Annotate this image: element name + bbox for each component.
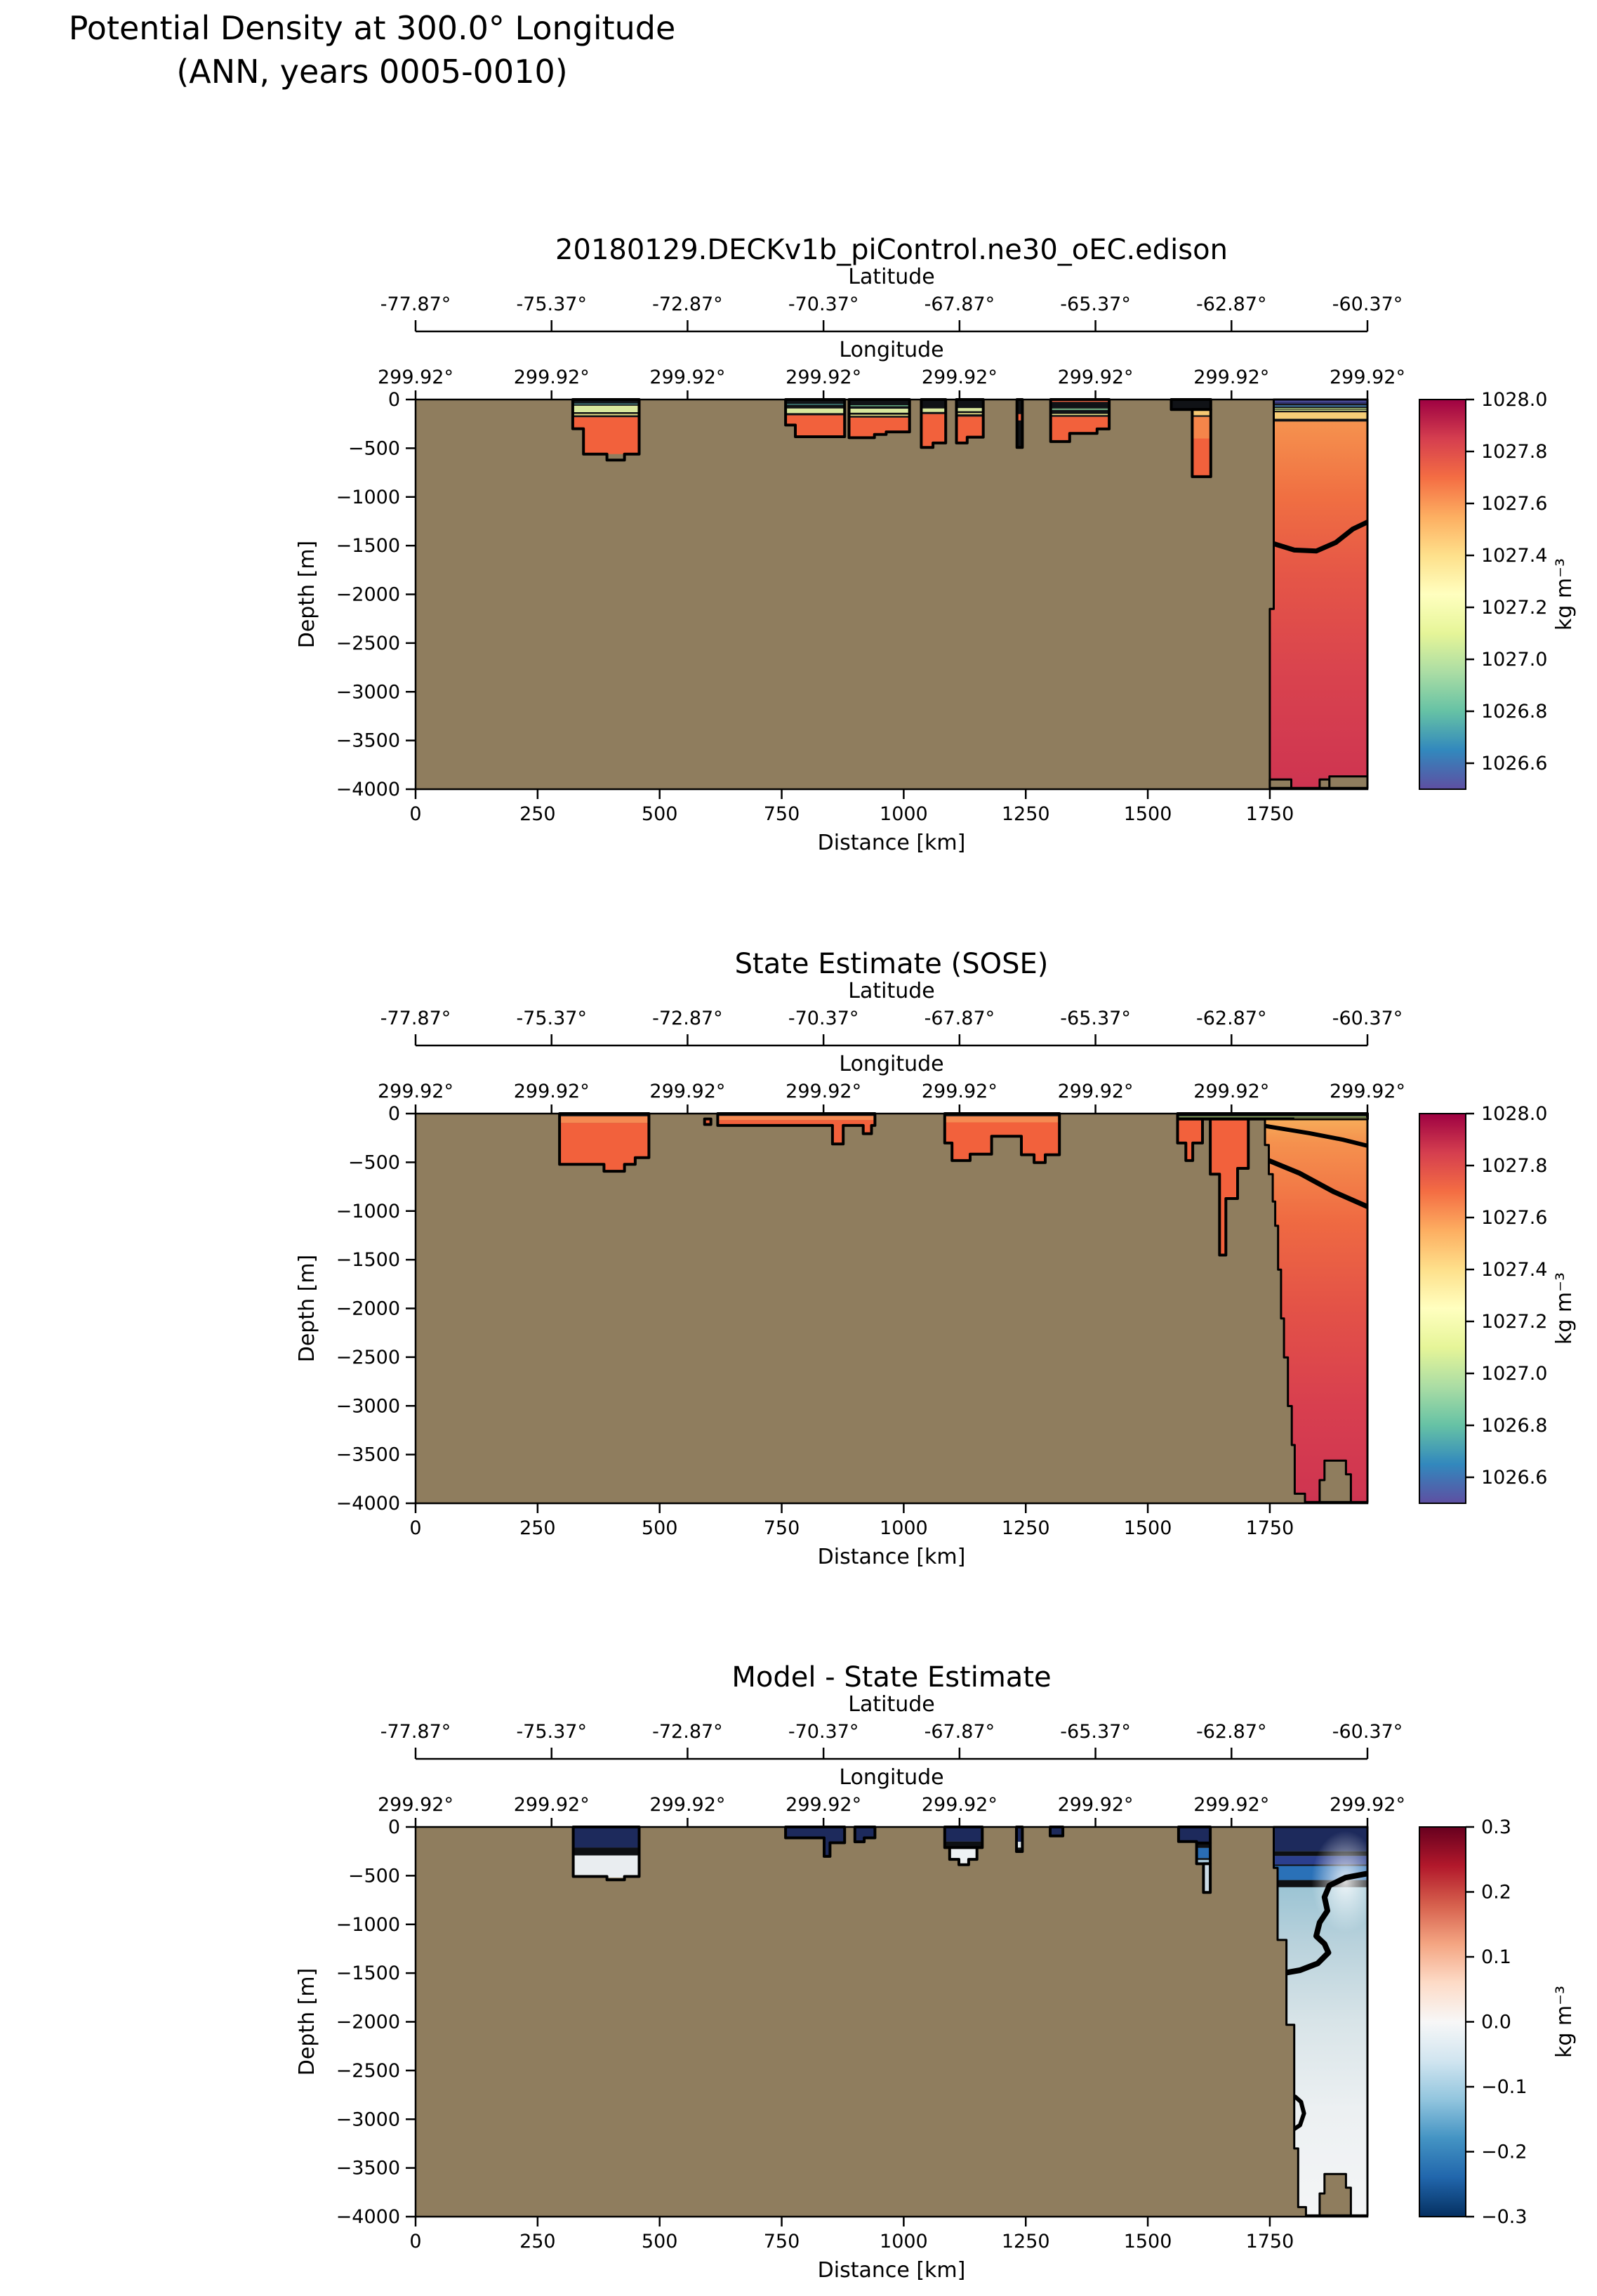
distance-axis-label: Distance [km] (817, 1545, 966, 1569)
panel-2 (295, 948, 1577, 1569)
shelf-pocket-c-bands (945, 1827, 983, 1847)
panel-2-title: State Estimate (SOSE) (734, 948, 1049, 980)
shelf-pocket-b4-band-3 (956, 411, 983, 414)
distance-tick-label: 250 (519, 803, 556, 825)
depth-tick-label: −3500 (336, 2157, 400, 2179)
distance-tick-label: 1750 (1245, 2231, 1294, 2252)
longitude-tick-label: 299.92° (649, 1081, 726, 1102)
longitude-tick-label: 299.92° (786, 1794, 862, 1816)
latitude-tick-label: -60.37° (1332, 293, 1403, 315)
latitude-tick-label: -67.87° (924, 1721, 995, 1743)
distance-tick-label: 1500 (1123, 803, 1172, 825)
depth-tick-label: −3000 (336, 1395, 400, 1418)
colorbar-tick-label: 0.3 (1481, 1816, 1511, 1838)
latitude-tick-label: -60.37° (1332, 1721, 1403, 1743)
colorbar-tick-label: −0.3 (1481, 2206, 1528, 2228)
colorbar-tick-label: 0.0 (1481, 2011, 1511, 2033)
longitude-tick-label: 299.92° (1057, 1794, 1134, 1816)
latitude-tick-label: -65.37° (1060, 1008, 1131, 1029)
colorbar-tick-label: 1028.0 (1481, 1103, 1548, 1125)
depth-tick-label: −4000 (336, 779, 400, 800)
longitude-axis-label: Longitude (839, 1765, 944, 1790)
colorbar-tick-label: 1027.4 (1481, 1259, 1548, 1281)
longitude-tick-label: 299.92° (786, 367, 862, 388)
depth-axis-label: Depth [m] (295, 1254, 319, 1363)
colorbar-tick-label: 1027.2 (1481, 1310, 1548, 1333)
shelf-pocket-c-band-0 (945, 1827, 983, 1842)
depth-axis-label: Depth [m] (295, 1967, 319, 2076)
colorbar-tick-label: 1027.0 (1481, 1363, 1548, 1385)
shelf-pocket-e-band-5 (1051, 415, 1109, 416)
plot-area-land (416, 400, 1367, 789)
distance-axis-label: Distance [km] (817, 831, 966, 855)
colorbar-tick-label: 1027.6 (1481, 1207, 1548, 1229)
latitude-tick-label: -70.37° (788, 1721, 859, 1743)
latitude-tick-label: -70.37° (788, 293, 859, 315)
longitude-tick-label: 299.92° (378, 367, 453, 388)
shelf-pocket-a-band-2 (574, 1856, 640, 1878)
latitude-tick-label: -77.87° (380, 293, 451, 315)
latitude-tick-label: -75.37° (516, 293, 587, 315)
longitude-tick-label: 299.92° (921, 367, 998, 388)
deep-basin-island-0 (1320, 2174, 1351, 2215)
distance-tick-label: 1750 (1245, 1517, 1294, 1539)
shelf-pocket-b2-band-5 (849, 415, 910, 416)
shelf-column-f-band-3 (1192, 439, 1210, 477)
depth-tick-label: −2000 (336, 1298, 400, 1320)
colorbar-tick-label: −0.1 (1481, 2076, 1528, 2099)
shelf-pocket-f-bands-band-2 (1197, 1858, 1210, 1859)
longitude-tick-label: 299.92° (513, 1794, 590, 1816)
deep-basin-band-3 (1270, 405, 1367, 407)
shelf-pocket-b1-band-2 (786, 405, 844, 409)
latitude-tick-label: -67.87° (924, 293, 995, 315)
panel-1-title: 20180129.DECKv1b_piControl.ne30_oEC.edison (555, 234, 1228, 266)
distance-tick-label: 750 (763, 803, 800, 825)
deep-basin-band-6 (1270, 409, 1367, 410)
depth-tick-label: −1000 (336, 1200, 400, 1222)
depth-tick-label: −500 (347, 1865, 400, 1887)
latitude-tick-label: -75.37° (516, 1008, 587, 1029)
shelf-pocket-a-band-1 (574, 1847, 640, 1855)
distance-tick-label: 1500 (1123, 2231, 1172, 2252)
distance-tick-label: 1000 (880, 803, 928, 825)
longitude-tick-label: 299.92° (1330, 1794, 1405, 1816)
shelf-pocket-b1-band-4 (786, 413, 844, 415)
colorbar-unit-label: kg m⁻³ (1552, 1272, 1577, 1345)
shelf-pocket-a-band-3 (573, 406, 640, 412)
depth-tick-label: −3000 (336, 2109, 400, 2131)
deep-basin-band-10 (1270, 418, 1367, 421)
colorbar-unit-label: kg m⁻³ (1552, 557, 1577, 631)
colorbar-2 (1419, 1114, 1466, 1503)
shelf-pocket-a-band-4 (573, 412, 640, 414)
colorbar-tick-label: 0.1 (1481, 1946, 1511, 1968)
colorbar-tick-label: 1027.8 (1481, 440, 1548, 463)
panel-3 (295, 1661, 1577, 2283)
shelf-pocket-a-band-6 (573, 415, 640, 417)
deep-basin-band-2 (1270, 404, 1367, 405)
shelf-pocket-f-bands-bands (1197, 1843, 1210, 1864)
longitude-tick-label: 299.92° (513, 1081, 590, 1102)
colorbar-tick-label: 1028.0 (1481, 389, 1548, 411)
distance-tick-label: 1250 (1001, 1517, 1050, 1539)
shelf-pocket-b4-band-4 (956, 413, 983, 414)
depth-tick-label: −2000 (336, 2011, 400, 2033)
longitude-tick-label: 299.92° (649, 367, 726, 388)
distance-tick-label: 750 (763, 2231, 800, 2252)
distance-tick-label: 500 (641, 2231, 678, 2252)
longitude-tick-label: 299.92° (378, 1794, 453, 1816)
colorbar-tick-label: 1027.6 (1481, 493, 1548, 515)
plot-area-land (416, 1827, 1367, 2217)
latitude-tick-label: -72.87° (652, 1008, 723, 1029)
shelf-pocket-a-bands (574, 1827, 640, 1878)
colorbar-1 (1419, 400, 1466, 789)
depth-tick-label: −4000 (336, 2206, 400, 2228)
colorbar-unit-label: kg m⁻³ (1552, 1985, 1577, 2059)
depth-tick-label: −1500 (336, 1962, 400, 1985)
longitude-tick-label: 299.92° (1330, 1081, 1405, 1102)
shelf-pocket-b1-band-1 (786, 404, 844, 405)
longitude-axis-label: Longitude (839, 338, 944, 362)
latitude-tick-label: -70.37° (788, 1008, 859, 1029)
shelf-pocket-b4-band-1 (956, 401, 983, 409)
longitude-tick-label: 299.92° (513, 367, 590, 388)
distance-tick-label: 1750 (1245, 803, 1294, 825)
depth-tick-label: −500 (347, 1152, 400, 1174)
longitude-axis-label: Longitude (839, 1052, 944, 1076)
colorbar-tick-label: 1026.8 (1481, 1415, 1548, 1437)
latitude-tick-label: -62.87° (1196, 293, 1267, 315)
latitude-axis-label: Latitude (848, 979, 935, 1003)
shelf-pocket-b3-bands (921, 400, 946, 447)
latitude-tick-label: -62.87° (1196, 1008, 1267, 1029)
longitude-tick-label: 299.92° (921, 1081, 998, 1102)
distance-tick-label: 0 (409, 1517, 422, 1539)
distance-tick-label: 0 (409, 803, 422, 825)
latitude-tick-label: -75.37° (516, 1721, 587, 1743)
longitude-tick-label: 299.92° (1057, 367, 1134, 388)
depth-tick-label: 0 (387, 389, 400, 411)
shelf-pocket-a-band-1 (559, 1116, 649, 1123)
depth-tick-label: 0 (387, 1816, 400, 1838)
shelf-pocket-b2-band-1 (849, 405, 910, 407)
depth-tick-label: −3500 (336, 1444, 400, 1466)
distance-tick-label: 1500 (1123, 1517, 1172, 1539)
latitude-axis-label: Latitude (848, 265, 935, 289)
shelf-pocket-a-band-2 (573, 404, 640, 406)
longitude-tick-label: 299.92° (1193, 1081, 1270, 1102)
distance-tick-label: 1250 (1001, 803, 1050, 825)
shelf-pocket-a-band-0 (574, 1827, 640, 1847)
colorbar-tick-label: −0.2 (1481, 2141, 1528, 2163)
latitude-tick-label: -65.37° (1060, 293, 1131, 315)
distance-tick-label: 750 (763, 1517, 800, 1539)
colorbar-tick-label: 1027.0 (1481, 649, 1548, 671)
depth-tick-label: −1500 (336, 535, 400, 557)
longitude-tick-label: 299.92° (1057, 1081, 1134, 1102)
shelf-pocket-b2-band-2 (849, 407, 910, 409)
colorbar-tick-label: 1026.6 (1481, 752, 1548, 774)
deep-basin-island-1 (1320, 779, 1330, 788)
panel-3-title: Model - State Estimate (731, 1661, 1052, 1694)
figure-title-line1: Potential Density at 300.0° Longitude (68, 9, 676, 47)
shelf-column-f-bands (1192, 409, 1210, 477)
shelf-cap-f-bands (1171, 400, 1210, 409)
depth-tick-label: −3000 (336, 681, 400, 704)
colorbar-tick-label: 1027.2 (1481, 596, 1548, 619)
deep-basin-band-5 (1270, 408, 1367, 409)
depth-tick-label: −2500 (336, 632, 400, 654)
shelf-pocket-a-band-5 (573, 414, 640, 416)
longitude-tick-label: 299.92° (921, 1794, 998, 1816)
longitude-tick-label: 299.92° (786, 1081, 862, 1102)
depth-tick-label: −4000 (336, 1493, 400, 1515)
latitude-tick-label: -62.87° (1196, 1721, 1267, 1743)
deep-basin-band-7 (1270, 410, 1367, 411)
figure-title-line2: (ANN, years 0005-0010) (176, 52, 568, 91)
shelf-pocket-e-band-2 (1051, 409, 1109, 410)
colorbar-tick-label: 1027.4 (1481, 545, 1548, 567)
longitude-tick-label: 299.92° (1193, 1794, 1270, 1816)
latitude-tick-label: -77.87° (380, 1721, 451, 1743)
depth-tick-label: 0 (387, 1103, 400, 1125)
latitude-tick-label: -65.37° (1060, 1721, 1131, 1743)
surface-cap-band-1 (1177, 1116, 1367, 1117)
colorbar-tick-label: 1026.6 (1481, 1466, 1548, 1489)
distance-tick-label: 1000 (880, 2231, 928, 2252)
shelf-pocket-d-band-1 (945, 1116, 1059, 1123)
colorbar-tick-label: 0.2 (1481, 1881, 1511, 1904)
depth-tick-label: −1000 (336, 486, 400, 508)
deep-basin-island-0 (1270, 779, 1292, 788)
latitude-tick-label: -67.87° (924, 1008, 995, 1029)
shelf-pocket-b4-band-5 (956, 414, 983, 416)
distance-tick-label: 500 (641, 1517, 678, 1539)
distance-tick-label: 250 (519, 2231, 556, 2252)
depth-tick-label: −500 (347, 437, 400, 460)
depth-tick-label: −3500 (336, 730, 400, 752)
deep-basin-island-0 (1320, 1460, 1351, 1502)
shelf-pocket-b4-band-2 (956, 408, 983, 411)
shelf-pocket-b2-band-3 (849, 409, 910, 413)
distance-tick-label: 0 (409, 2231, 422, 2252)
shallow-strip-band-1 (717, 1116, 875, 1120)
deep-basin-fill (1270, 400, 1367, 788)
shelf-pocket-b1-band-3 (786, 409, 844, 414)
deep-basin-band-9 (1270, 412, 1367, 418)
deep-basin-band-1 (1270, 402, 1367, 404)
longitude-tick-label: 299.92° (1330, 367, 1405, 388)
shelf-pocket-b2-band-6 (849, 416, 910, 417)
deep-basin-bands (1270, 400, 1367, 421)
deep-basin-island-2 (1330, 777, 1367, 789)
distance-tick-label: 250 (519, 1517, 556, 1539)
deep-basin-band-4 (1270, 407, 1367, 408)
colorbar-tick-label: 1026.8 (1481, 701, 1548, 723)
latitude-axis-label: Latitude (848, 1692, 935, 1717)
shelf-pocket-e-band-3 (1051, 410, 1109, 414)
shelf-pocket-b3-band-1 (921, 401, 946, 409)
depth-tick-label: −1000 (336, 1913, 400, 1936)
latitude-tick-label: -72.87° (652, 293, 723, 315)
shelf-pocket-f-bands-band-1 (1197, 1848, 1210, 1859)
distance-axis-label: Distance [km] (817, 2258, 966, 2283)
depth-tick-label: −2000 (336, 583, 400, 606)
depth-tick-label: −2500 (336, 1346, 400, 1368)
depth-axis-label: Depth [m] (295, 540, 319, 649)
longitude-tick-label: 299.92° (1193, 367, 1270, 388)
colorbar-tick-label: 1027.8 (1481, 1154, 1548, 1177)
panel-1 (295, 234, 1577, 855)
distance-tick-label: 500 (641, 803, 678, 825)
shelf-pocket-b3-band-2 (921, 409, 946, 412)
latitude-tick-label: -77.87° (380, 1008, 451, 1029)
latitude-tick-label: -60.37° (1332, 1008, 1403, 1029)
shelf-pocket-e-band-1 (1051, 402, 1109, 408)
shelf-pocket-b2-band-4 (849, 413, 910, 415)
shelf-pocket-b3-band-3 (921, 412, 946, 414)
depth-tick-label: −1500 (336, 1249, 400, 1272)
shelf-pocket-a-band-1 (573, 404, 640, 405)
longitude-tick-label: 299.92° (649, 1794, 726, 1816)
distance-tick-label: 1000 (880, 1517, 928, 1539)
shelf-pocket-e-band-4 (1051, 414, 1109, 416)
longitude-tick-label: 299.92° (378, 1081, 453, 1102)
distance-tick-label: 1250 (1001, 2231, 1050, 2252)
colorbar-3 (1419, 1827, 1466, 2217)
shelf-column-f-band-1 (1192, 415, 1210, 416)
depth-tick-label: −2500 (336, 2059, 400, 2082)
shelf-column-f-band-2 (1192, 417, 1210, 439)
deep-basin-band-8 (1270, 411, 1367, 412)
latitude-tick-label: -72.87° (652, 1721, 723, 1743)
